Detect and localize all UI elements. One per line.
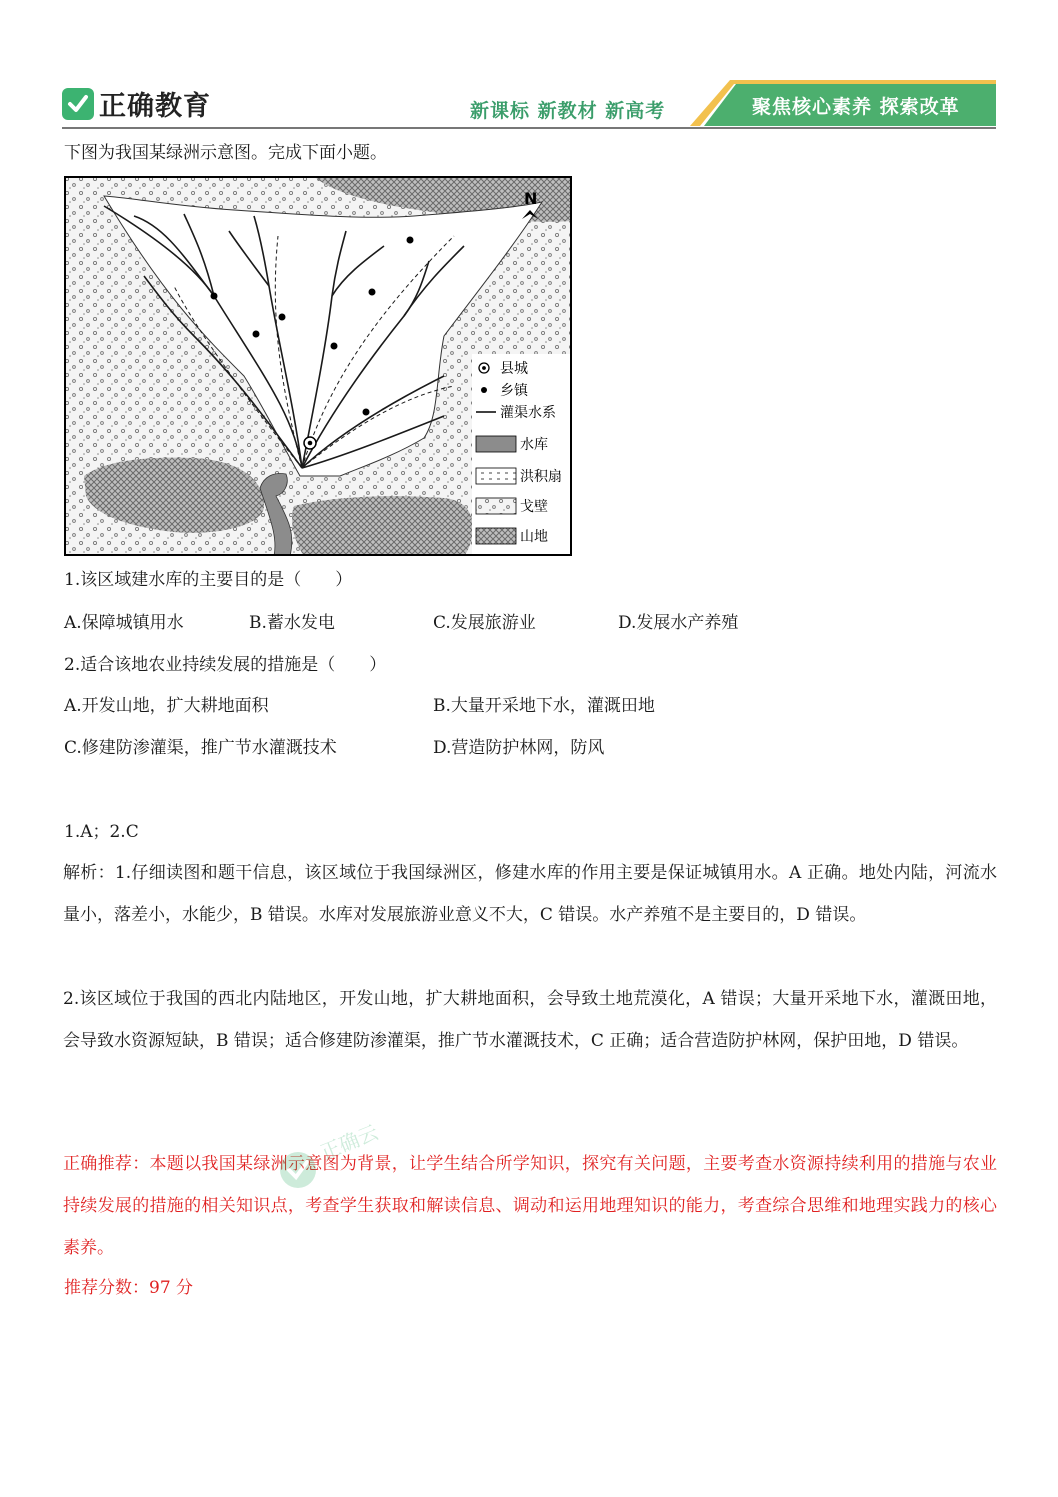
- score-text: 推荐分数：97 分: [64, 1278, 194, 1298]
- brand-logo: [62, 84, 211, 123]
- legend-label-mountain: 山地: [520, 529, 548, 545]
- analysis-paragraph-1: 解析：1.仔细读图和题干信息，该区域位于我国绿洲区，修建水库的作用主要是保证城镇用水。A 正确。地处内陆，河流水量小，落差小，水能少，B 错误。水库对发展旅游业意义不大，C 错误。水产养殖不是主要目的，D 错误。: [63, 863, 997, 925]
- question-1-stem: 1.该区域建水库的主要目的是（ ）: [64, 570, 353, 590]
- intro-text: 下图为我国某绿洲示意图。完成下面小题。: [64, 143, 387, 163]
- map-legend: [472, 354, 570, 554]
- legend-label-gobi: 戈壁: [520, 499, 548, 515]
- mountain-southeast: [292, 496, 473, 556]
- county-town: [304, 437, 316, 449]
- question-2-option-a: A.开发山地，扩大耕地面积: [64, 696, 269, 716]
- page-header: [62, 78, 996, 130]
- legend-label-county-town: 县城: [500, 361, 528, 377]
- question-2-stem: 2.适合该地农业持续发展的措施是（ ）: [64, 655, 387, 675]
- header-slogan-left: 新课标 新教材 新高考: [470, 100, 666, 122]
- header-banner: [690, 80, 996, 126]
- question-1-option-b: B.蓄水发电: [249, 613, 335, 633]
- question-1-option-d: D.发展水产养殖: [618, 613, 739, 633]
- question-2-option-c: C.修建防渗灌渠，推广节水灌溉技术: [64, 738, 337, 758]
- header-slogan-right: 聚焦核心素养 探索改革: [752, 96, 960, 118]
- answer-line: 1.A；2.C: [64, 822, 139, 842]
- question-1-option-c: C.发展旅游业: [433, 613, 536, 633]
- north-label: N: [524, 189, 538, 208]
- question-2-option-b: B.大量开采地下水，灌溉田地: [433, 696, 655, 716]
- brand-name: 正确教育: [99, 91, 211, 122]
- question-2-option-d: D.营造防护林网，防风: [433, 738, 605, 758]
- oasis-map: [64, 176, 572, 556]
- legend-label-reservoir: 水库: [520, 437, 548, 453]
- legend-label-alluvial-fan: 洪积扇: [520, 469, 562, 485]
- legend-label-irrigation: 灌渠水系: [500, 405, 556, 421]
- checkmark-icon: [62, 88, 94, 120]
- analysis-paragraph-2: 2.该区域位于我国的西北内陆地区，开发山地，扩大耕地面积，会导致土地荒漠化，A 错误；大量开采地下水，灌溉田地，会导致水资源短缺，B 错误；适合修建防渗灌渠，推广节水灌溉技术，C 正确；适合营造防护林网，保护田地，D 错误。: [63, 989, 997, 1051]
- header-divider: [62, 127, 996, 129]
- legend-label-township: 乡镇: [500, 383, 528, 399]
- recommendation-text: 正确推荐：本题以我国某绿洲示意图为背景，让学生结合所学知识，探究有关问题，主要考查水资源持续利用的措施与农业持续发展的措施的相关知识点，考查学生获取和解读信息、调动和运用地理知识的能力，考查综合思维和地理实践力的核心素养。: [63, 1154, 997, 1258]
- watermark-text: 正确云: [316, 1120, 382, 1165]
- question-1-option-a: A.保障城镇用水: [64, 613, 184, 633]
